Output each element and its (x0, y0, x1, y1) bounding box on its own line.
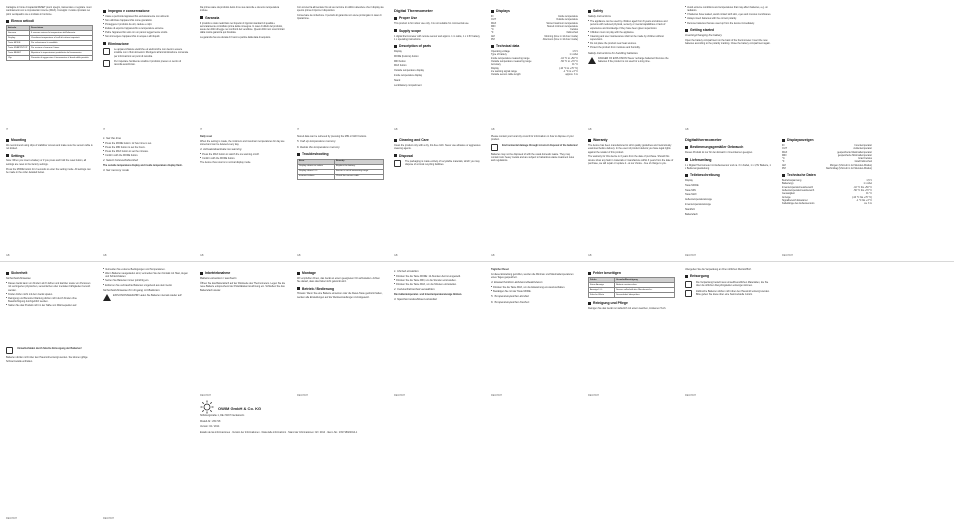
battery-warning: Umweltschäden durch falsche Entsorgung der Batterien! (6, 347, 93, 354)
section-heading: Sicherheit (6, 271, 93, 275)
bullet-icon (491, 10, 494, 13)
list-item: ■ Protect the product from moisture and humidity. (588, 46, 675, 49)
page-gb-8 (297, 135, 384, 182)
list-item: ■ Confirm with the MODE button. (200, 157, 287, 160)
bullet-icon (6, 272, 9, 275)
section-heading: Bestimmungsgemäßer Gebrauch (685, 145, 772, 149)
list-item: ■ Non immergere l'apparecchio in acqua o altri liquidi. (103, 35, 190, 38)
paragraph: The outside temperature display and inside temperature display flash. (103, 163, 183, 167)
part-item: Lock/battery compartment (394, 83, 422, 87)
subheading: 3. Set memory mode (103, 168, 129, 173)
page-footer: DE/AT/CH (103, 517, 114, 520)
section-heading: Disposal (394, 154, 481, 158)
bullet-icon (685, 174, 688, 177)
list-item: ■ Press the MAX button to set the minutes. (103, 150, 190, 153)
paragraph: This product is for indoor use only. It is not suitable for commercial use. (394, 22, 470, 26)
trash-bin-icon (491, 144, 498, 151)
page-gb-10 (491, 135, 578, 164)
tech-row: Operating voltage 1.5 V (491, 50, 578, 54)
company-address: Stiftsbergstraße 1, DE-74167 Neckarsulm (200, 414, 245, 417)
subheading: Sicherheitshinweise (6, 276, 31, 281)
section-heading: Eliminazione (103, 42, 190, 46)
paragraph: Batteries may not be disposed of with the usual domestic waste. They may contain toxic heavy metals and are subject to hazardous waste treatment rules and regulations. (491, 152, 575, 163)
bullet-icon (200, 16, 203, 19)
part-item: Outside temperature display (394, 69, 424, 73)
page-de-3 (6, 268, 93, 365)
display-row: OUT Outside temperature (491, 18, 578, 22)
back-cover (200, 400, 390, 436)
section-heading: Teilebeschreibung (685, 173, 772, 177)
page-gb-1 (394, 6, 481, 88)
section-heading: Displays (491, 9, 578, 13)
list-item: ■ Remove batteries that are used up from the device immediately. (685, 22, 772, 25)
page-gb-4 (685, 6, 772, 47)
bullet-icon (200, 272, 203, 275)
paragraph: Dieses Produkt ist nur für den Einsatz in Innenräumen geeignet. (685, 151, 753, 155)
subheading: 6. Delete the temperature memory (297, 144, 340, 149)
company-name: OWIM GmbH & Co. KG (218, 405, 262, 411)
list-item: ■ Non utilizzare l'apparecchio come giocattolo. (103, 19, 190, 22)
subheading: 2. Celsius/Fahrenheit auswählen (394, 287, 435, 292)
list-item: ■ Reinigung und Benutzer-Wartung dürfen nicht durch Kinder ohne Beaufsichtigung durchgeführt werden. (6, 297, 93, 304)
display-row: IN Innentemperatur (782, 143, 872, 147)
recycle-block: Per rispettare l'ambiente smaltire il prodotto presso un centro di raccolta autorizzato. (103, 60, 190, 67)
troubleshooting-table: Error Remedy Display shows no values Replace the battery. Display shows LL.L Sensor is out of measuring range. Incorrect values Check the sensor cable. (297, 159, 384, 180)
section-heading: Lieferumfang (685, 158, 772, 162)
paragraph: The device has been manufactured to strict quality guidelines and meticulously examined before delivery. In the event of product defects you have legal rights against the retailer of this product. (588, 143, 672, 154)
paragraph: Stored data can be retrieved by pressing the MIN or MAX buttons. (297, 135, 367, 138)
bullet-icon (6, 154, 9, 157)
page-it-3 (200, 6, 287, 41)
page-gb-11 (588, 135, 675, 167)
page-footer: GB (491, 128, 495, 131)
subheading: Safety instructions for handling batteries (588, 50, 638, 55)
page-de-2 (782, 135, 872, 206)
intro-text: Cartagine in fonte di capacità RESET premi spegni, riaccendere o regolare i suoi cambiamenti con le impostazioni interne (MAX). Consiglio: il valore riportato nei primi ventiquattro ore è indicato in funzione. (6, 6, 92, 16)
disposal-block: Le apparecchiature elettriche ed elettroniche non devono essere smaltite con i rifiuti domestici. Rivolgersi all'amministrazione comunale per informazioni sui punti di raccolta. (103, 48, 190, 58)
bullet-icon (394, 139, 397, 142)
page-footer: DE/AT/CH (297, 394, 308, 397)
list-item: ■ Setzen Sie Batterien immer polrichtig ein. (103, 279, 190, 282)
display-row: PM Nachmittag (Uhrzeit im 12-Stunden-Modus) (782, 166, 872, 170)
recycle-icon (103, 60, 110, 67)
section-heading: Mounting (6, 138, 93, 142)
part-item: MODE (buttons) button (394, 54, 419, 58)
subheading: 5. Call up temperature memory (297, 139, 336, 144)
paragraph: The warranty for this device is 3 years from the date of purchase. Should this device show any fault in materials or manufacture within 3 years from the date of purchase, we will repair or replace it - at our choice - free of charge to you. (588, 155, 674, 165)
subheading: Sicherheitshinweise für Umgang mit Batterien (103, 287, 160, 292)
page-de-5 (200, 268, 287, 293)
page-footer: DE/AT/CH (782, 254, 793, 257)
section-heading: Fehler beseitigen (588, 271, 675, 275)
page-footer: DE/AT/CH (200, 394, 211, 397)
page-footer: IT (6, 128, 9, 131)
disposal-block: The packaging is made entirely of recyclable materials, which you may dispose of at local recycling facilities. (394, 160, 481, 167)
paragraph: Wir empfehlen Ihnen, das Gerät an einem geeigneten Ort aufzustellen. Achten Sie darauf, dass das Kabel nicht geknickt wird. (297, 276, 380, 284)
bullet-icon (588, 302, 591, 305)
section-heading: Settings (6, 154, 93, 158)
paragraph: 1 digital thermometer with remote sensor and approx. 1 m cable, 1 x 1.5V battery, 1 x operating instructions (394, 34, 481, 41)
part-item: Display (685, 179, 693, 183)
part-item: Innentemperaturanzeige (685, 203, 711, 206)
bullet-icon (588, 10, 591, 13)
bullet-icon (685, 158, 688, 161)
list-item: ■ Drücken Sie die Taste MODE: 12-Stunden-Zeit ist eingestellt. (394, 275, 481, 278)
page-footer: DE/AT/CH (685, 254, 696, 257)
section-heading: Getting started (685, 28, 772, 32)
section-heading: Reinigung und Pflege (588, 301, 675, 305)
paragraph: Übergeben Sie die Verpackung an Ihren örtlichen Wertstoffhof. (685, 268, 752, 271)
paragraph: When the setting is made, the minimum and maximum temperatures for day are stored and can be deleted every day. (200, 139, 285, 147)
bullet-icon (394, 154, 397, 157)
subheading: 1. Set the time (103, 136, 122, 140)
bullet-icon (297, 287, 300, 290)
section-heading: Technische Daten (782, 173, 872, 177)
display-row: °F Fahrenheit (491, 31, 578, 35)
page-it-2 (103, 6, 190, 69)
bullet-icon (394, 29, 397, 32)
legal-text: Estado de las informaciones · Version der Informationen · Data delle informazioni · Stand der Informationen: 02 / 2014 · Ident.-No.: Z31718022014-1 (200, 431, 358, 435)
tech-row: Inside temperature measuring range -10 °C to +50 °C (491, 56, 578, 60)
page-footer: GB (394, 254, 398, 257)
subheading: 5. Temperaturspeicher abrufen (491, 294, 530, 299)
paragraph: Please contact your local city council for information on how to dispose of your product. (491, 135, 574, 142)
tech-row: Outside temperature measuring range -50 °C to +70 °C (491, 60, 578, 64)
bullet-icon (103, 42, 106, 45)
section-heading: Impegno e conservazione (103, 9, 190, 13)
display-row: MIN Stored minimum temperature (491, 24, 578, 28)
trash-bin-icon (6, 347, 13, 354)
list-item: ■ Pulire l'apparecchio solo con un panno leggermente umido. (103, 31, 190, 34)
warning-icon (103, 294, 111, 301)
paragraph: Open the battery compartment on the back of the thermometer. Insert the new batteries according to the polarity marking. Close the battery compartment again. (685, 38, 771, 46)
section-heading: Technical data (491, 44, 578, 48)
list-item: ■ Vermeiden Sie extreme Bedingungen und Temperaturen. (103, 268, 190, 271)
section-heading: Montage (297, 271, 384, 275)
page-footer: GB (200, 254, 204, 257)
list-item: ■ Kinder dürfen nicht mit dem Gerät spielen. (6, 293, 93, 296)
page-footer: GB (685, 128, 689, 131)
page-footer: GB (491, 254, 495, 257)
bullet-icon (685, 29, 688, 32)
part-item: Außentemperaturanzeige (685, 198, 712, 202)
display-row: IN Inside temperature (491, 14, 578, 18)
bullet-icon (6, 20, 9, 23)
page-footer: DE/AT/CH (394, 394, 405, 397)
disposal-block: Die Verpackung besteht aus umweltfreundlichen Materialien, die Sie über die örtlichen Recyclingstellen entsorgen können. (685, 281, 772, 288)
display-row: OUT Außentemperatur (782, 147, 872, 151)
page-de-4 (103, 268, 190, 303)
subheading: 6. Temperaturspeicher löschen (491, 299, 530, 304)
page-footer: DE/AT/CH (588, 394, 599, 397)
list-item: ■ Drücken Sie die Taste MAX, um die Minuten einzustellen. (394, 283, 481, 286)
battery-block: Zahlreiche Batterien dürfen nicht über den Hausmüll entsorgt werden. Bitte geben Sie diese über eine Sammelstelle zurück. (685, 290, 772, 297)
trash-bin-icon (685, 290, 692, 297)
tech-row: Außentemperaturmessbereich -50 °C bis +70 °C (782, 189, 872, 193)
section-heading: Troubleshooting (297, 152, 384, 156)
display-row: °C Grad Celsius (782, 157, 872, 161)
tech-row: Display (-10 °C to +70 °C) (491, 66, 578, 70)
paragraph-title: Täglicher Reset (491, 268, 509, 271)
page-de-8 (491, 268, 578, 306)
page-gb-7 (200, 135, 287, 166)
page-gb-9 (394, 135, 481, 169)
list-item: ■ Do not place the product near heat sources. (588, 42, 675, 45)
section-heading: Inbetriebnahme (200, 271, 287, 275)
page-de-1 (685, 135, 772, 217)
paragraph: Reinigen Sie das Gerät nur äußerlich mit einem weichen, trockenen Tuch. (588, 307, 667, 311)
tech-row: Type of battery 1 x AAA (491, 53, 578, 57)
bullet-icon (685, 146, 688, 149)
list-item: ■ Confirm with the MODE button. (103, 154, 190, 157)
page-gb-3 (588, 6, 675, 66)
page-gb-2 (491, 6, 578, 77)
bullet-icon (297, 272, 300, 275)
bullet-icon (491, 45, 494, 48)
subheading: 4. Eiswarnfunktion aktivieren/deaktivieren (491, 280, 543, 285)
part-item: MIN button (394, 59, 406, 63)
part-item: Batteriefach (685, 212, 698, 216)
list-item: ■ Always insert batteries with the correct polarity. (685, 17, 772, 20)
subheading: Inserting/changing the battery (685, 33, 722, 38)
bullet-icon (782, 174, 785, 177)
tech-row: Genauigkeit ±1 °C (782, 192, 872, 196)
bullet-icon (685, 275, 688, 278)
tech-row: Innentemperaturmessbereich -10 °C bis +50 °C (782, 185, 872, 189)
tech-row: Ice warning signal range -1 °C to +3 °C (491, 69, 578, 73)
subheading: 4. Activate/deactivate ice warning (200, 147, 242, 152)
paragraph: Batterien dürfen nicht über den Hausmüll entsorgt werden. Sie können giftige Schwermetalle enthalten. (6, 356, 88, 363)
tech-row: Anzeige (-10 °C bis +70 °C) (782, 195, 872, 199)
bullet-icon (782, 139, 785, 142)
bullet-icon (588, 272, 591, 275)
bullet-icon (103, 10, 106, 13)
list-item: ■ Press the MODE button: 12 hour time is set. (103, 142, 190, 145)
section-heading: Cleaning and Care (394, 138, 481, 142)
model-number: Modell-Nr.: Z31718 (200, 420, 221, 424)
list-item: ■ Bestätigen Sie mit der Taste MODE. (491, 290, 578, 293)
doc-title: Digitalthermometer (685, 137, 722, 142)
list-item: ■ Stellen Sie das Produkt nicht in der Nähe von Wärmequellen auf. (6, 304, 93, 307)
page-gb-5 (6, 135, 93, 176)
paragraph: Press the MODE button for 2 seconds to enter the setting mode. All settings can be made in the order detailed below. (6, 167, 91, 174)
part-item: Stand (394, 78, 401, 82)
section-heading: Supply scope (394, 29, 481, 33)
tech-row: Batterietyp 1 x AAA (782, 182, 872, 186)
part-item: MAX button (394, 64, 407, 68)
display-row: °F Grad Fahrenheit (782, 160, 872, 164)
list-item: ■ Cleaning and user maintenance shall not be made by children without supervision. (588, 35, 675, 42)
bullet-icon (394, 17, 397, 20)
paragraph: Note: When you insert a battery or if you press and hold the reset button, all settings are reset to the factory settings. (6, 159, 87, 166)
tech-row: Kabellänge des Außensensors ca. 3 m (782, 202, 872, 206)
part-item: Taste MIN (685, 188, 696, 192)
paragraph: Il prodotto è stato realizzato nel rispetto di rigorosi standard di qualità e accuratamente controllato prima della consegna. In caso di difetti del prodotto, avete dei diritti di legge nei confronti del venditore. Questi diritti non sono limitati dalla nostra garanzia qui illustrata. (200, 21, 285, 35)
paragraph: 1 x Digital-Thermometer mit Außensensor und ca. 3 m Kabel, 1 x 1,5V Batterie, 1 x Bedienungsanleitung (685, 163, 771, 170)
list-item: ■ Entfernen Sie verbrauchte Batterien umgehend aus dem Gerät. (103, 284, 190, 287)
list-item: ■ Proteggere il prodotto da urti, cadute e colpi. (103, 23, 190, 26)
warning-block: EXPLOSIONSGEFAHR! Laden Sie Batterien niemals wieder auf! (103, 294, 190, 301)
page-footer: IT (200, 128, 203, 131)
section-heading: Displayanzeigen (782, 138, 872, 142)
display-row: AM Morning (time in 12-hour mode) (491, 34, 578, 38)
page-gb-6 (103, 135, 190, 174)
parts-table: Articolo Descrizione Sensore Il sensore misura la temperatura dell'alimento. Display Visualizza temperatura e livelli di cottura impostati. Tasto MODE Per selezionare la modalità. Tasto START/STOP Per avviare o fermare il timer. Tasto RESET Ripristina le impostazioni predefinite del termometro. Clip Permette di agganciare il termometro al bordo della pentola. (6, 25, 93, 61)
tech-row: Accuracy ±1 °C (491, 63, 578, 67)
paragraph: Conservare la confezione. Il periodo di garanzia non viene prolungato in caso di riparazione. (297, 14, 382, 21)
version-text: Version: 02 / 2014 (200, 425, 220, 429)
trash-bin-icon (103, 48, 110, 55)
paragraph: Clean the product only with a dry, lint-free cloth. Never use abrasive or aggressive cleaning agents. (394, 143, 481, 151)
display-row: AM Morgen (Uhrzeit im 12-Stunden-Modus) (782, 163, 872, 167)
paragraph: The device thus returns to normal display mode. (200, 161, 252, 165)
display-row: MAX Stored maximum temperature (491, 21, 578, 25)
page-footer: GB (297, 254, 301, 257)
list-item: ■ Drücken Sie die Taste MAX, um die Eiswarnung ein-/auszuschalten. (491, 286, 578, 289)
paragraph: Die Außentemperatur- und Innentemperaturanzeige blinken. (394, 292, 463, 296)
subheading: 3. Speichermodus/Reset einstellen (394, 296, 438, 301)
subheading: Safety instructions (588, 14, 611, 19)
section-heading: Elenco articoli (6, 19, 93, 23)
list-item: ■ Children must not play with the appliance. (588, 31, 675, 34)
bullet-icon (588, 139, 591, 142)
warning-block: DANGER OF EXPLOSION! Never recharge batteries! Remove the batteries if the product is not used for a long time. (588, 57, 675, 64)
page-de-10 (685, 268, 772, 299)
paragraph: La garanzia ha una durata di 3 anni a partire dalla data di acquisto. (200, 36, 271, 40)
troubleshooting-table: Fehler Ursache/Beseitigung Keine Anzeige Batterie austauschen. Anzeige LL.L Sensor außerhalb des Messbereichs. Falsche Werte Sensorkabel überprüfen. (588, 277, 675, 298)
list-item: ■ Wenn Batterien ausgelaufen sind, vermeiden Sie den Kontakt mit Haut, Augen und Schleimhäuten. (103, 272, 190, 279)
sheet-divider (0, 261, 954, 262)
section-heading: Entsorgung (685, 274, 772, 278)
list-item: ■ If batteries have leaked, avoid contact with skin, eyes and mucous membranes. (685, 13, 772, 16)
sun-logo-icon (200, 400, 214, 414)
subheading: Batterie einsetzen / wechseln (200, 276, 237, 281)
subheading: 2. Select Celsius/Fahrenheit (103, 158, 138, 163)
section-heading: Safety (588, 9, 675, 13)
bullet-icon (394, 45, 397, 48)
bullet-icon (297, 153, 300, 156)
paragraph: We recommend using clips of stabilizer screws and make sure the sensor cable is not kinked. (6, 143, 93, 151)
part-item: Taste MAX (685, 193, 697, 197)
part-item: Taste MODE (685, 183, 699, 187)
display-row: MAX gespeicherte Maximaltemperatur (782, 150, 872, 154)
section-heading: Garanzia (200, 16, 287, 20)
page-footer: GB (394, 128, 398, 131)
display-row: MIN gespeicherte Minimaltemperatur (782, 153, 872, 157)
paragraph: Ist diese Einstellung getroffen, werden die Minimal- und Maximaltemperaturen eines Tages gespeichert. (491, 272, 574, 280)
part-item: Display (394, 50, 402, 54)
subheading: 1. Uhrzeit einstellen (394, 269, 419, 273)
paragraph: Hinweis: Wenn Sie eine Batterie einsetzen oder die Reset-Taste gedrückt halten, werden alle Einstellungen auf die Werkseinstellungen zurückgesetzt. (297, 292, 383, 299)
list-item: ■ Press the MAX button to switch the ice warning on/off. (200, 153, 287, 156)
page-de-7 (394, 268, 481, 303)
paragraph: Öffnen Sie das Batteriefach auf der Rückseite des Thermometers. Legen Sie die neue Batterie entsprechend der Polaritätskennzeichnung ein. Schließen Sie das Batteriefach wieder. (200, 282, 286, 292)
list-item: ■ Drücken Sie die Taste MIN, um die Stunden einzustellen. (394, 279, 481, 282)
list-item: ■ Dieses Gerät kann von Kindern ab 8 Jahren und darüber sowie von Personen mit verringerten physischen, sensorischen oder mentalen Fähigkeiten benutzt werden. (6, 282, 93, 292)
page-it-4 (297, 6, 384, 22)
display-row: PM Afternoon (time in 12-hour mode) (491, 37, 578, 41)
display-row: °C Celsius (491, 28, 578, 32)
page-footer: IT (103, 128, 106, 131)
company-block (200, 400, 390, 414)
recycle-icon (685, 281, 692, 288)
list-item: ■ Evitare di esporre l'apparecchio a temperature estreme. (103, 27, 190, 30)
list-item: ■ The appliance can be used by children aged from 8 years and above and persons with reduced physical, sensory or mental capabilities or lack of experience and knowledge if they have been given supervision. (588, 20, 675, 30)
battery-warning: Environmental damage through incorrect disposal of the batteries! (491, 144, 578, 151)
part-item: Inside temperature display (394, 74, 423, 77)
paragraph: Da prima usare da prodotto detto di su sua raccolte e da sono temperatura incluse. (200, 6, 280, 13)
page-de-9 (588, 268, 675, 312)
page-footer: DE/AT/CH (491, 394, 502, 397)
bullet-icon (6, 139, 9, 142)
page-de-6 (297, 268, 384, 301)
list-item: ■ Press the MIN button to set the hours. (103, 146, 190, 149)
section-heading: Proper Use (394, 16, 481, 20)
tech-row: Signalbereich Eiswarner -1 °C bis +3 °C (782, 198, 872, 202)
doc-title: Digital Thermometer (394, 8, 433, 13)
page-it-1 (6, 6, 93, 63)
page-footer: GB (588, 128, 592, 131)
tech-row: Betriebsspannung 1,5 V (782, 179, 872, 183)
page-footer: DE/AT/CH (685, 394, 696, 397)
part-item: Standfuß (685, 207, 695, 211)
paragraph-title: Daily reset (200, 135, 213, 138)
section-heading: Warranty (588, 138, 675, 142)
recycle-icon (394, 160, 401, 167)
section-heading: Description of parts (394, 44, 481, 48)
list-item: ■ Usare a pezzo/del apparecchio esclusivamente con alimenti. (103, 15, 190, 18)
page-footer: GB (588, 254, 592, 257)
page-footer: DE/AT/CH (6, 517, 17, 520)
section-heading: Betrieb / Bedienung (297, 287, 384, 291)
page-footer: IT (297, 128, 300, 131)
paragraph: Con sicurezza alimentare fino al suo termine di utilizzo attendere che il display sia spento prima di riporre il dispositivo. (297, 6, 384, 13)
page-footer: GB (6, 254, 10, 257)
page-footer: GB (103, 254, 107, 257)
warning-icon (588, 57, 596, 64)
tech-row: Outside sensor cable length approx. 3 m (491, 73, 578, 77)
list-item: ■ Avoid extreme conditions and temperatures that may affect batteries, e.g. on radiators. (685, 6, 772, 13)
